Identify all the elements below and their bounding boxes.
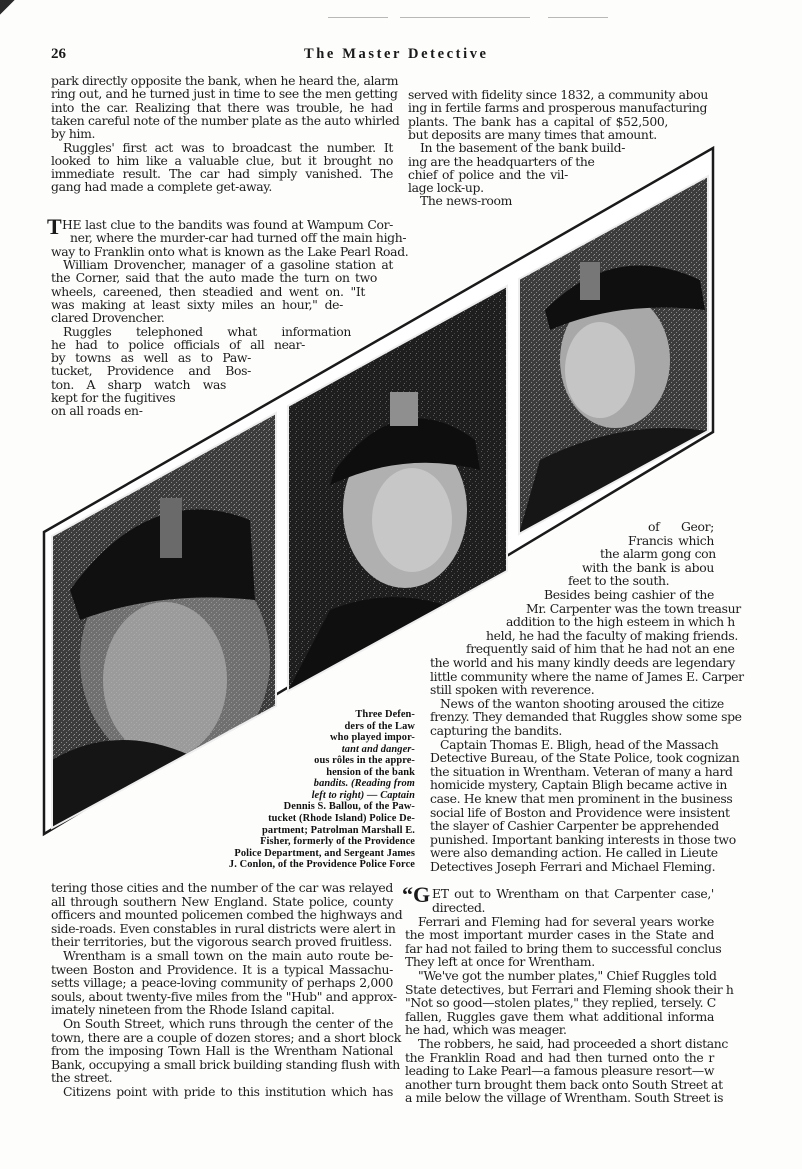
paragraph-line: Wrentham is a small town on the main auto route be- [63,948,393,963]
paragraph-line: "Not so good—stolen plates," they replied, tersely. C [405,995,716,1011]
paragraph-line: the most important murder cases in the State and [405,927,714,943]
paragraph-line: the situation in Wrentham. Veteran of many a hard [430,763,733,779]
paragraph-line: leading to Lake Pearl—a famous pleasure resort—w [405,1063,715,1079]
paragraph-line: tering those cities and the number of the car was relayed [51,880,393,895]
section-lead-line: HE last clue to the bandits was found at Wampum Cor- [62,217,393,232]
paragraph-line: ing are the headquarters of the [408,153,595,169]
paragraph-line: into the car. Realizing that there was trouble, he had [51,99,393,115]
photo-caption-line: J. Conlon, of the Providence Police Force [228,859,415,871]
paragraph-line: Francis which [628,532,714,548]
paragraph-line: with the bank is abou [582,559,714,575]
paragraph-line: wheels, careened, then steadied and went on. "It [51,283,365,299]
paragraph-line: homicide mystery, Captain Bligh became active in [430,777,728,793]
paragraph-line: by towns as well as to Paw- [51,350,251,366]
photo-caption-line: hension of the bank [326,766,415,778]
paragraph-line: the alarm gong con [600,546,716,562]
paragraph-line: a mile below the village of Wrentham. South Street is [405,1090,724,1106]
paragraph-line: Ferrari and Fleming had for several years worke [418,913,714,929]
paragraph-line: kept for the fugitives [51,390,176,405]
paragraph-line: On South Street, which runs through the center of the [63,1016,393,1031]
paragraph-line: frequently said of him that he had not an ene [466,641,735,657]
paragraph-line: Ruggles' first act was to broadcast the number. It [63,139,393,155]
paragraph-line: by him. [51,126,96,142]
paragraph-line: were also demanding action. He called in Lieute [430,845,718,861]
paragraph-line: the Franklin Road and had then turned onto the r [405,1049,714,1065]
paragraph-line: fallen, Ruggles gave them what additional informa [405,1008,714,1024]
paragraph-line: chief of police and the vil- [408,166,568,182]
photo-caption-line: who played impor- [329,732,415,744]
paragraph-line: still spoken with reverence. [430,682,595,698]
paragraph-line: Captain Thomas E. Bligh, head of the Massach [440,736,719,752]
paragraph-line: setts village; a peace-loving community of perhaps 2,000 [51,975,393,991]
paragraph-line: social life of Boston and Providence were insistent [430,804,730,820]
paragraph-line: Citizens point with pride to this institution which has [63,1084,393,1099]
page-number: 26 [51,46,66,62]
paragraph-line: Bank, occupying a small brick building standing flush with [51,1056,400,1072]
paragraph-line: imately nineteen from the Rhode Island capital. [51,1002,335,1018]
paragraph-line: addition to the high esteem in which h [506,614,735,630]
paragraph-line: Detectives Joseph Ferrari and Michael Fleming. [430,859,716,874]
paragraph-line: Detective Bureau, of the State Police, took cognizan [430,750,740,766]
photo-caption-line: Three Defen- [355,709,415,720]
paragraph-line: directed. [432,900,486,915]
paragraph-line: gang had made a complete get-away. [51,179,272,195]
paragraph-line: Ruggles telephoned what information [63,323,351,339]
paragraph-line: their territories, but the vigorous search proved fruitless. [51,934,392,950]
photo-caption-line: ders of the Law [344,720,415,732]
paragraph-line: lage lock-up. [408,180,484,196]
running-title: The Master Detective [304,46,489,62]
photo-caption-line: Fisher, formerly of the Providence [260,836,415,848]
section-lead-line: way to Franklin onto what is known as the Lake Pearl Road. [51,243,409,259]
photo-caption-line: Dennis S. Ballou, of the Paw- [283,801,415,813]
paragraph-line: he had to police officials of all near- [51,336,305,352]
paragraph-line: taken careful note of the number plate as the auto whirled [51,112,400,128]
paragraph-line: The news-room [420,193,513,209]
paragraph-line: Besides being cashier of the [544,587,714,602]
paragraph-line: capturing the bandits. [430,723,562,738]
paragraph-line: another turn brought them back onto South Street at [405,1076,723,1092]
paragraph-line: immediate result. The car had simply vanished. The [51,166,393,182]
paragraph-line: souls, about twenty-five miles from the "Hub" and approx- [51,988,397,1004]
paragraph-line: tween Boston and Providence. It is a typical Massachu- [51,961,393,977]
photo-caption-line: Police Department, and Sergeant James [234,847,415,859]
paragraph-line: the street. [51,1070,113,1086]
paragraph-line: on all roads en- [51,403,143,419]
paragraph-line: he had, which was meager. [405,1022,567,1038]
paragraph-line: the slayer of Cashier Carpenter be apprehended [430,818,719,834]
paragraph-line: little community where the name of James E. Carper [430,668,744,684]
photo-caption-line: left to right) — Captain [311,789,415,801]
paragraph-line: from the imposing Town Hall is the Wrentham National [51,1043,393,1059]
paragraph-line: clared Drovencher. [51,310,165,326]
paragraph-line: They left at once for Wrentham. [405,954,595,970]
drop-cap-quote: “G [402,882,431,907]
drop-cap: T [47,214,62,239]
photo-caption-line: ous rôles in the appre- [314,755,415,767]
paragraph-line: ing in fertile farms and prosperous manufacturing [408,100,708,116]
paragraph-line: looked to him like a valuable clue, but it brought no [51,152,393,168]
paragraph-line: park directly opposite the bank, when he heard the, alarm [51,73,399,88]
paragraph-line: ring out, and he turned just in time to see the men getting [51,86,398,102]
paragraph-line: News of the wanton shooting aroused the citize [440,695,724,711]
paragraph-line: was making at least sixty miles an hour," de- [51,296,343,312]
photo-caption-line: tant and danger- [341,743,415,755]
paragraph-line: the world and his many kindly deeds are legendary [430,655,735,670]
paragraph-line: held, he had the faculty of making friends. [486,627,738,643]
photo-caption-line: bandits. (Reading from [313,778,415,790]
paragraph-line: but deposits are many times that amount. [408,126,657,142]
paragraph-line: ton. A sharp watch was [51,376,226,392]
paragraph-line: the Corner, said that the auto made the turn on two [51,270,377,286]
paragraph-line: side-roads. Even constables in rural districts were alert in [51,920,396,936]
paragraph-line: of Geor; [648,519,714,534]
photo-caption-line: partment; Patrolman Marshall E. [262,824,415,836]
paragraph-line: Mr. Carpenter was the town treasur [526,600,741,616]
paragraph-line: State detectives, but Ferrari and Fleming shook their h [405,981,734,997]
paragraph-line: far had not failed to bring them to successful conclus [405,940,722,956]
paragraph-line: feet to the south. [568,573,670,589]
paragraph-line: officers and mounted policemen combed the highways and [51,907,403,923]
paragraph-line: served with fidelity since 1832, a community abou [408,87,708,102]
photo-caption-line: tucket (Rhode Island) Police De- [268,812,415,824]
paragraph-line: William Drovencher, manager of a gasoline station at [63,257,393,272]
paragraph-line: frenzy. They demanded that Ruggles show some spe [430,709,742,725]
paragraph-line: The robbers, he said, had proceeded a short distanc [418,1036,728,1051]
paragraph-line: In the basement of the bank build- [420,140,626,156]
paragraph-line: plants. The bank has a capital of $52,500, [408,113,668,129]
section-lead-line: ner, where the murder-car had turned off the main high- [70,230,407,246]
paragraph-line: tucket, Providence and Bos- [51,363,251,379]
paragraph-line: punished. Important banking interests in those two [430,831,736,847]
paragraph-line: ET out to Wrentham on that Carpenter case,' [432,886,714,901]
paragraph-line: town, there are a couple of dozen stores; and a short block [51,1029,401,1045]
paragraph-line: all through southern New England. State police, county [51,893,393,909]
paragraph-line: "We've got the number plates," Chief Ruggles told [418,968,717,983]
paragraph-line: case. He knew that men prominent in the business [430,791,733,806]
